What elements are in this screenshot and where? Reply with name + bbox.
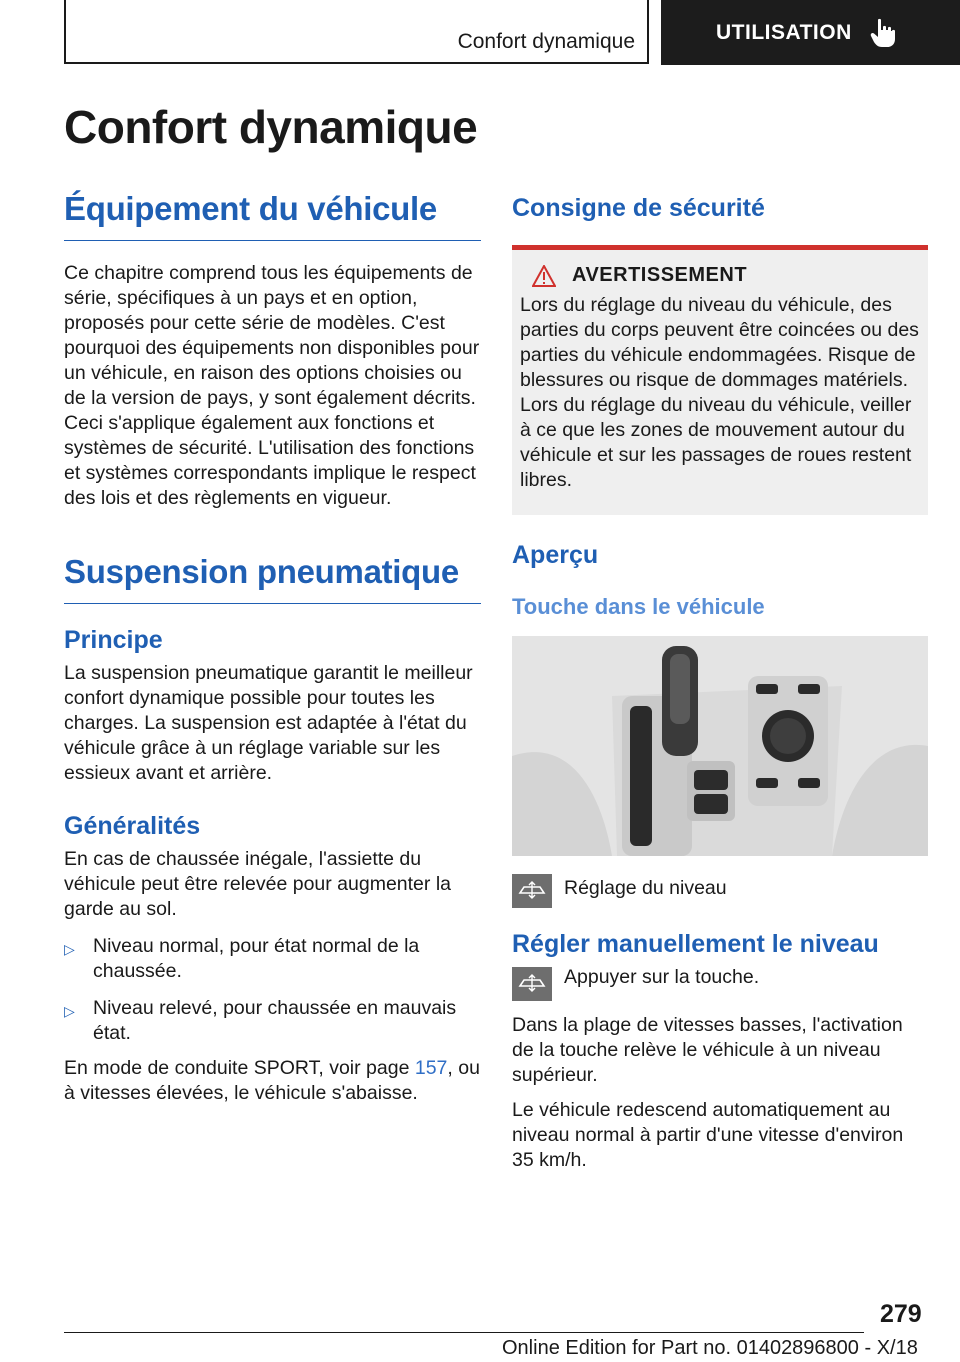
- heading-generalites: Généralités: [64, 812, 201, 840]
- principe-paragraph: La suspension pneumatique garantit le meilleur confort dynamique possible pour toutes les charges. La suspension est adaptée à l'état du véhicule grâce à un réglage variable sur les essieux avant et arrière.: [64, 662, 473, 784]
- list-item: ▷ Niveau normal, pour état normal de la chaussée.: [64, 935, 420, 982]
- triangle-bullet-icon: ▷: [64, 1003, 75, 1019]
- generalites-paragraph: En cas de chaussée inégale, l'assiette du véhicule peut être relevée pour augmenter la garde au sol.: [64, 848, 451, 920]
- heading-apercu: Aperçu: [512, 541, 599, 569]
- footer-divider: [64, 1332, 864, 1333]
- press-key-text: Appuyer sur la touche.: [564, 966, 760, 988]
- warning-text: Lors du réglage du niveau du véhicule, des parties du corps peuvent être coincées ou des parties du véhicule endommagées. Risque de blessures ou risque de dommages matériels. Lors du réglage du niveau du véhicule, veiller à ce que les zones de mouvement autour du véhicule et sur les passages de roues restent libres.: [520, 294, 919, 491]
- heading-consigne: Consigne de sécurité: [512, 194, 765, 222]
- equip-paragraph: Ce chapitre comprend tous les équipements de série, spécifiques à un pays et en option, proposés pour cette série de modèles. C'est pourquoi des équipements non disponibles pour un véhicule, en raison des options choisies ou de la version de pays, y sont également décrits. Ceci s'applique également aux fonctions et systèmes de sécurité. L'utilisation des fonctions et systèmes correspondants implique le respect des lois et des règlements en vigueur.: [64, 262, 480, 509]
- list-item: ▷ Niveau relevé, pour chaussée en mauvais état.: [64, 997, 457, 1044]
- level-adjust-icon[interactable]: [512, 874, 552, 908]
- pointing-hand-icon: [870, 18, 896, 48]
- heading-touche: Touche dans le véhicule: [512, 594, 765, 619]
- press-key-row: [512, 967, 928, 1001]
- regler-paragraph-1: Dans la plage de vitesses basses, l'activation de la touche relève le véhicule à un niveau supérieur.: [512, 1014, 903, 1086]
- level-adjust-icon[interactable]: [512, 967, 552, 1001]
- heading-suspension: Suspension pneumatique: [64, 553, 481, 604]
- right-column: [512, 190, 928, 1173]
- regler-paragraph-2: Le véhicule redescend automatiquement au niveau normal à partir d'une vitesse d'environ 35 km/h.: [512, 1099, 904, 1171]
- header-section-title: Confort dynamique: [457, 30, 635, 53]
- car-level-icon: [517, 974, 547, 994]
- level-caption: Réglage du niveau: [564, 877, 727, 899]
- heading-equipement: Équipement du véhicule: [64, 190, 481, 241]
- center-console-illustration: [512, 636, 928, 856]
- level-icon-row: [512, 874, 928, 908]
- heading-regler: Régler manuellement le niveau: [512, 930, 879, 958]
- sport-paragraph: En mode de conduite SPORT, voir page 157, ou à vitesses élevées, le véhicule s'abaisse.: [64, 1057, 480, 1104]
- footer-edition: Online Edition for Part no. 01402896800 - X/18: [502, 1337, 918, 1359]
- header-tab-utilisation[interactable]: [661, 0, 960, 65]
- warning-title: AVERTISSEMENT: [572, 264, 748, 286]
- left-column: [64, 190, 481, 1106]
- car-level-icon: [517, 881, 547, 901]
- page-number: 279: [880, 1300, 922, 1328]
- page-title: Confort dynamique: [64, 101, 478, 153]
- warning-header: [520, 264, 920, 287]
- center-console-photo: [512, 636, 928, 856]
- triangle-bullet-icon: ▷: [64, 941, 75, 957]
- warning-box: [512, 250, 928, 515]
- warning-triangle-icon: [532, 265, 556, 287]
- header-tab-label: UTILISATION: [716, 20, 852, 44]
- page-link-157[interactable]: 157: [414, 1057, 448, 1079]
- heading-principe: Principe: [64, 626, 163, 654]
